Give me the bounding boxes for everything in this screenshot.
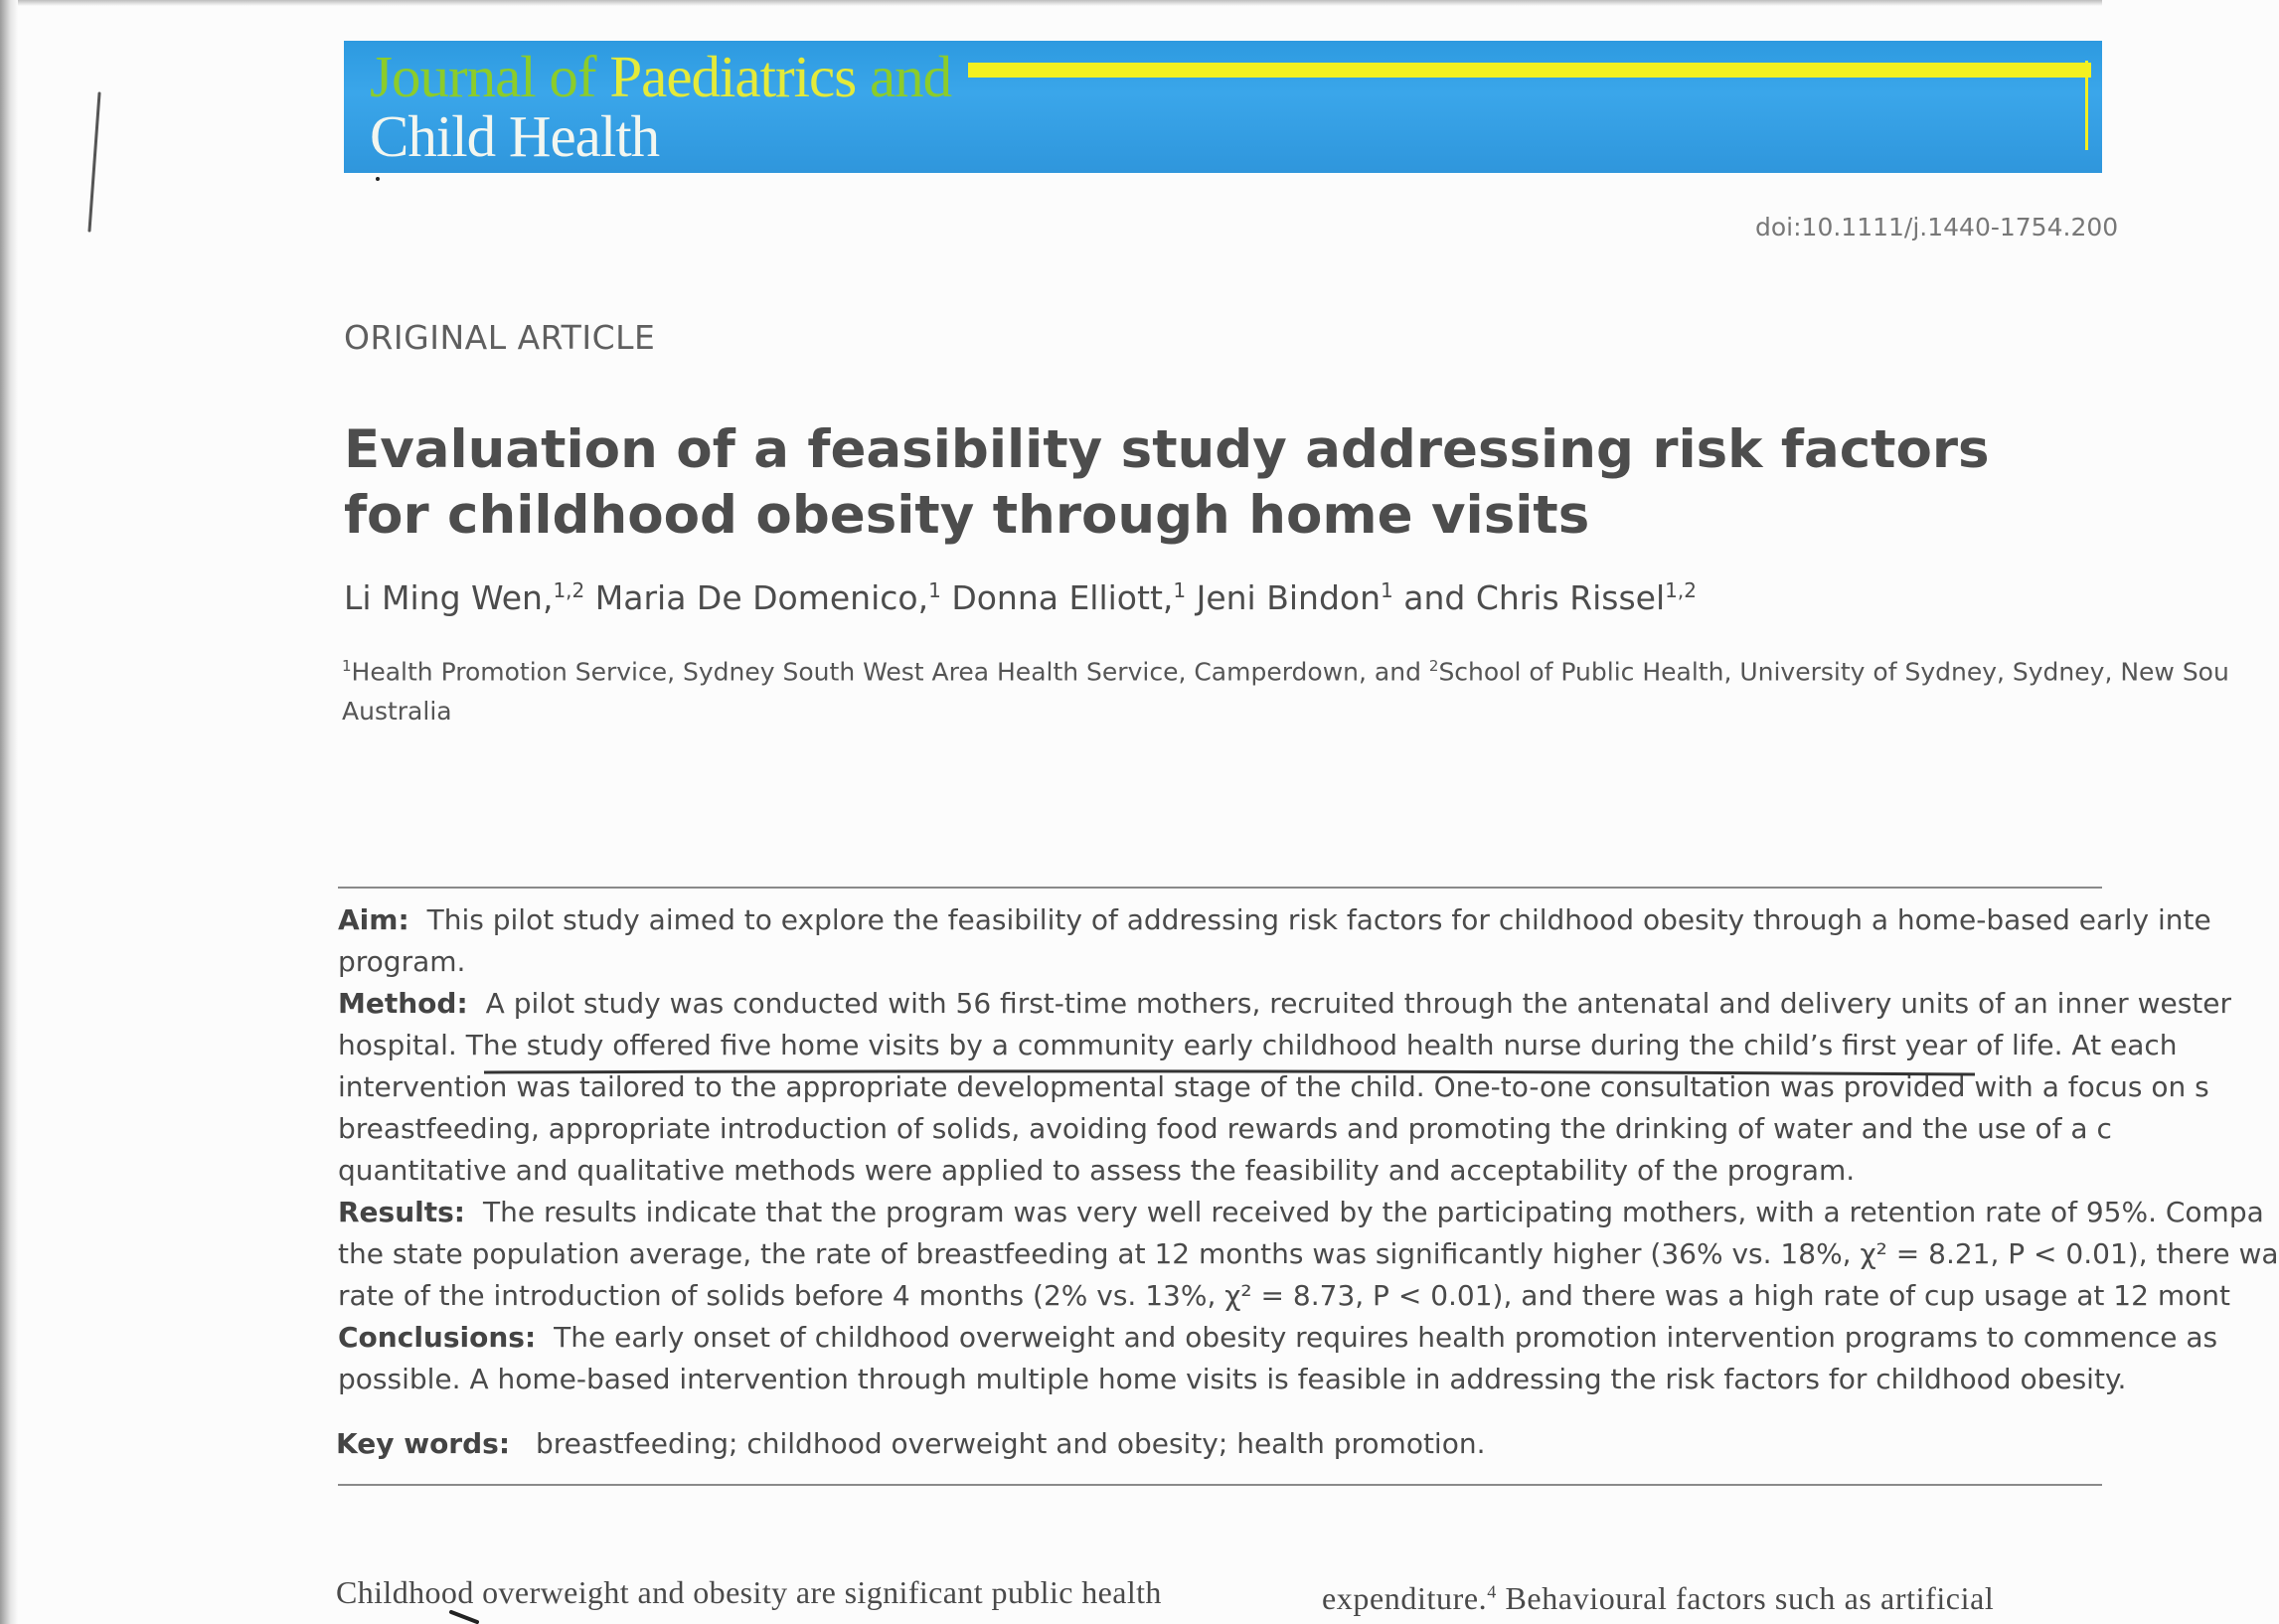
article-title: Evaluation of a feasibility study addressing risk factors for childhood obesity through home visits (344, 419, 1990, 546)
body-text-left-column: Childhood overweight and obesity are significant public health (336, 1574, 1162, 1610)
author: Chris Rissel (1475, 578, 1666, 617)
journal-name-line2: Child Health (370, 103, 660, 169)
abstract-aim: Aim: This pilot study aimed to explore the feasibility of addressing risk factors for childhood obesity through a home-based early inte (338, 903, 2211, 936)
affiliations: $^1$Health Promotion Service, Sydney South West Area Health Service, Camperdown, and $^2$School of Public Health, University of Sydney, Sydney, New Sou Australia (342, 657, 2229, 727)
abstract-results: Results: The results indicate that the program was very well received by the participating mothers, with a retention rate of 95%. Compa (338, 1196, 2264, 1228)
journal-name: Journal of Paediatrics and Child Health (370, 44, 952, 169)
article-type: ORIGINAL ARTICLE (344, 318, 656, 357)
stray-dot (376, 177, 380, 181)
abstract-conclusions: Conclusions: The early onset of childhood overweight and obesity requires health promotion intervention programs to commence as (338, 1321, 2218, 1354)
abstract-method: Method: A pilot study was conducted with 56 first-time mothers, recruited through the antenatal and delivery units of an inner wester (338, 987, 2232, 1020)
body-text-right-column: expenditure.$^4$ Behavioural factors such as artificial (1322, 1580, 1995, 1616)
pen-stroke-mark (449, 1610, 479, 1624)
journal-banner (344, 41, 2102, 173)
author: Jeni Bindon (1196, 578, 1381, 617)
author: Maria De Domenico, (594, 578, 929, 617)
abstract-bottom-rule (338, 1484, 2102, 1486)
abstract-top-rule (338, 887, 2102, 889)
keywords: Key words: breastfeeding; childhood overweight and obesity; health promotion. (336, 1427, 1486, 1460)
pen-underline-mark (484, 1067, 1975, 1077)
author-joiner: and (1403, 578, 1466, 617)
author: Donna Elliott, (951, 578, 1174, 617)
banner-yellow-rule (968, 63, 2091, 78)
banner-yellow-tick (2085, 61, 2088, 150)
pencil-mark-icon (87, 91, 101, 237)
author-list: Li Ming Wen,$^{1,2}$ Maria De Domenico,$^1$ Donna Elliott,$^1$ Jeni Bindon$^1$ and Chris Rissel$^{1,2}$ (344, 578, 1697, 617)
author: Li Ming Wen, (344, 578, 554, 617)
scan-left-shadow (0, 0, 18, 1624)
abstract: Aim: This pilot study aimed to explore the feasibility of addressing risk factors for childhood obesity through a home-based early inte program. Method: A pilot study was conducted with 56 first-time mothers, recruited through the antenatal and delivery units of an inner wester hospital. The study offered five home visits by a community early childhood health nurse during the child’s first year of life. At each intervention was tailored to the appropriate developmental stage of the child. One-to-one consultation was provided with a focus on s breastfeeding, appropriate introduction of solids, avoiding food rewards and promoting the drinking of water and the use of a c quantitative and qualitative methods were applied to assess the feasibility and acceptability of the program. Results: The results indicate that the program was very well received by the participating mothers, with a retention rate of 95%. Compa the state population average, the rate of breastfeeding at 12 months was significantly higher (36% vs. 18%, χ² = 8.21, P < 0.01), there wa rate of the introduction of solids before 4 months (2% vs. 13%, χ² = 8.73, P < 0.01), and there was a high rate of cup usage at 12 mont Conclusions: The early onset of childhood overweight and obesity requires health promotion intervention programs to commence as possible. A home-based intervention through multiple home visits is feasible in addressing the risk factors for childhood obesity. (338, 899, 2102, 1400)
doi: doi:10.1111/j.1440-1754.200 (1755, 213, 2119, 242)
page-top-edge (0, 0, 2102, 6)
